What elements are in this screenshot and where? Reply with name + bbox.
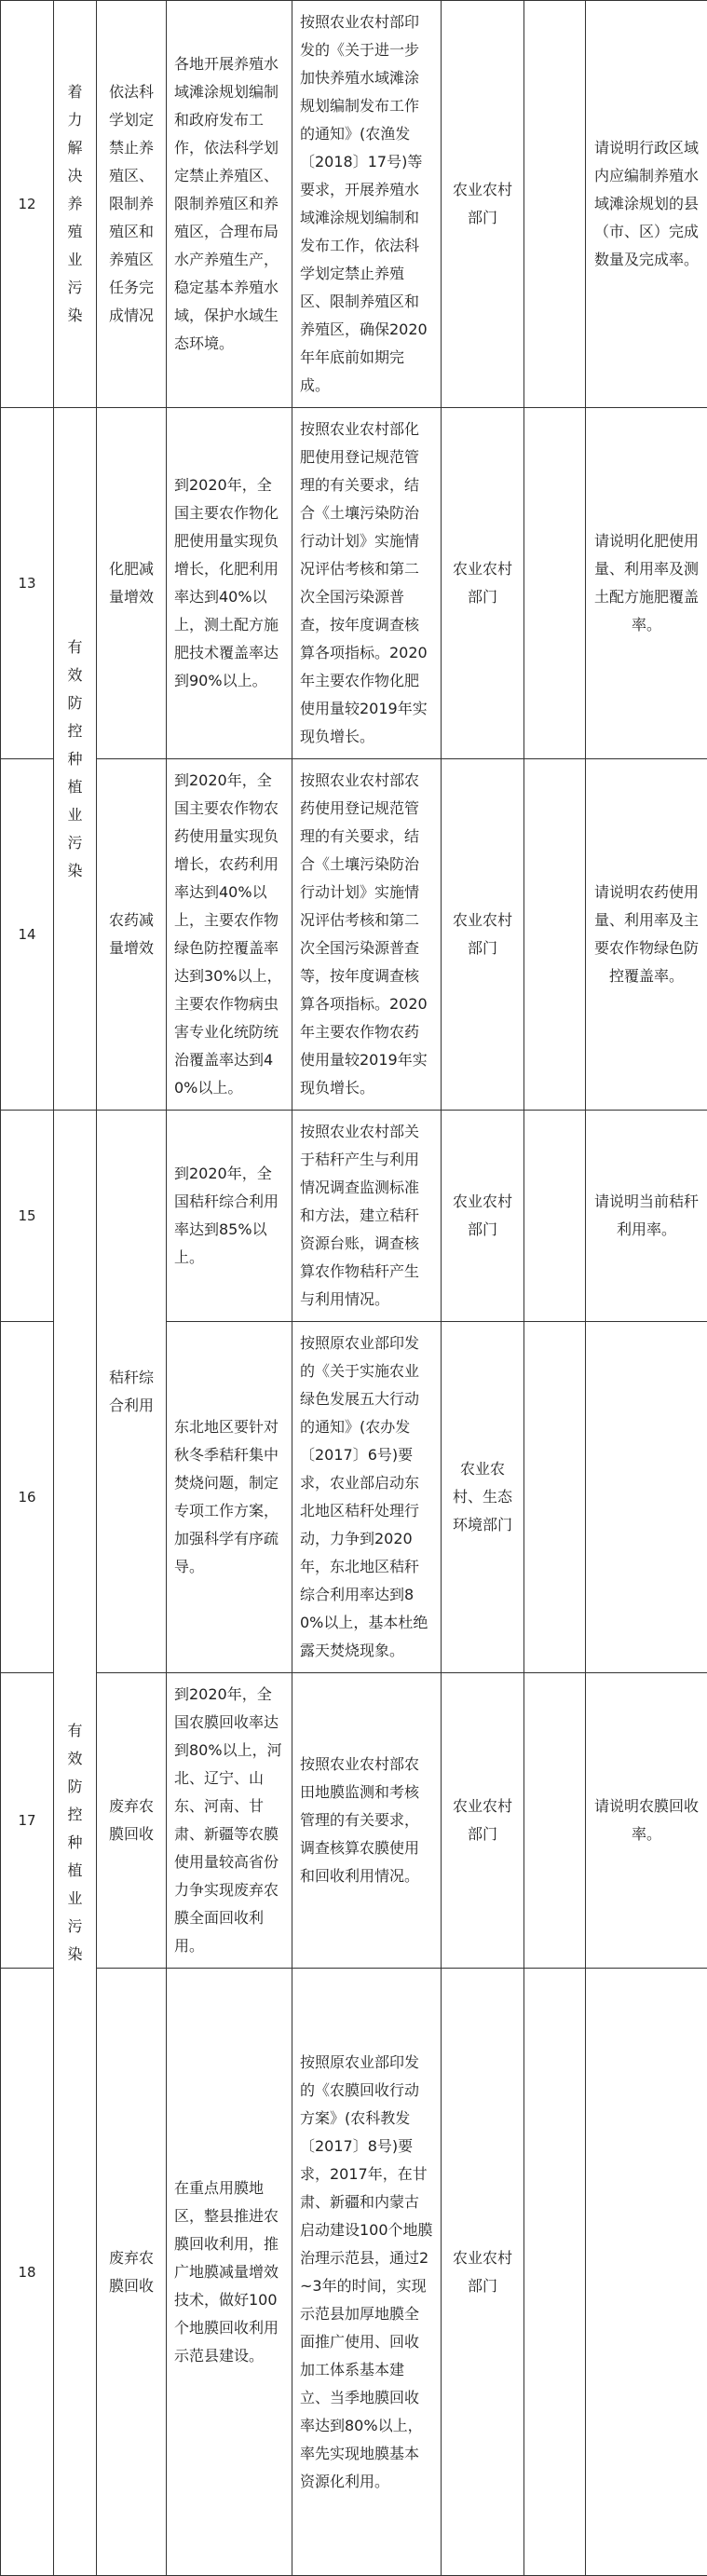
method-cell: 按照原农业部印发的《农膜回收行动方案》(农科教发〔2017〕8号)要求，2017年，在甘肃、新疆和内蒙古启动建设100个地膜治理示范县，通过2~3年的时间，实现示范县加厚地膜全面推广使用、回收加工体系基本建立、当季地膜回收率达到80%以上，率先实现地膜基本资源化利用。 [292, 1969, 442, 2576]
target-cell: 到2020年，全国主要农作物化肥使用量实现负增长，化肥利用率达到40%以上，测土配方施肥技术覆盖率达到90%以上。 [167, 408, 292, 759]
method-cell: 按照农业农村部化肥使用登记规范管理的有关要求，结合《土壤污染防治行动计划》实施情况评估考核和第二次全国污染源普查，按年度调查核算各项指标。2020年主要农作物化肥使用量较2019年实现负增长。 [292, 408, 442, 759]
note-cell: 请说明行政区域内应编制养殖水域滩涂规划的县（市、区）完成数量及完成率。 [586, 1, 707, 408]
category-cell: 着力解决养殖业污染 [54, 1, 97, 408]
department-cell: 农业农村、生态环境部门 [442, 1322, 524, 1673]
row-number: 17 [1, 1673, 54, 1969]
note-cell [586, 1969, 707, 2576]
category-cell: 有效防控种植业污染 [54, 408, 97, 1111]
empty-cell [524, 1673, 586, 1969]
department-cell: 农业农村部门 [442, 408, 524, 759]
method-cell: 按照农业农村部关于秸秆产生与利用情况调查监测标准和方法，建立秸秆资源台账，调查核算农作物秸秆产生与利用情况。 [292, 1111, 442, 1322]
target-cell: 各地开展养殖水域滩涂规划编制和政府发布工作，依法科学划定禁止养殖区、限制养殖区和养殖区，合理布局水产养殖生产，稳定基本养殖水域，保护水域生态环境。 [167, 1, 292, 408]
table-row [1, 1673, 707, 1969]
target-cell: 在重点用膜地区，整县推进农膜回收利用，推广地膜减量增效技术，做好100个地膜回收利用示范县建设。 [167, 1969, 292, 2576]
target-cell: 东北地区要针对秋冬季秸秆集中焚烧问题，制定专项工作方案，加强科学有序疏导。 [167, 1322, 292, 1673]
target-cell: 到2020年，全国秸秆综合利用率达到85%以上。 [167, 1111, 292, 1322]
note-cell: 请说明化肥使用量、利用率及测土配方施肥覆盖率。 [586, 408, 707, 759]
category-cell: 有效防控种植业污染 [54, 1111, 97, 2576]
department-cell: 农业农村部门 [442, 1969, 524, 2576]
note-cell: 请说明农药使用量、利用率及主要农作物绿色防控覆盖率。 [586, 759, 707, 1111]
row-number: 15 [1, 1111, 54, 1322]
method-cell: 按照农业农村部农田地膜监测和考核管理的有关要求，调查核算农膜使用和回收利用情况。 [292, 1673, 442, 1969]
row-number: 12 [1, 1, 54, 408]
empty-cell [524, 1322, 586, 1673]
target-cell: 到2020年，全国农膜回收率达到80%以上，河北、辽宁、山东、河南、甘肃、新疆等农膜使用量较高省份力争实现废弃农膜全面回收利用。 [167, 1673, 292, 1969]
note-cell: 请说明当前秸秆利用率。 [586, 1111, 707, 1322]
method-cell: 按照农业农村部印发的《关于进一步加快养殖水域滩涂规划编制发布工作的通知》(农渔发〔2018〕17号)等要求，开展养殖水域滩涂规划编制和发布工作，依法科学划定禁止养殖区、限制养殖区和养殖区，确保2020年年底前如期完成。 [292, 1, 442, 408]
department-cell: 农业农村部门 [442, 1111, 524, 1322]
empty-cell [524, 1969, 586, 2576]
department-cell: 农业农村部门 [442, 759, 524, 1111]
department-cell: 农业农村部门 [442, 1673, 524, 1969]
item-cell: 化肥减量增效 [97, 408, 167, 759]
department-cell: 农业农村部门 [442, 1, 524, 408]
table-row [1, 1969, 707, 2576]
table-row [1, 408, 707, 759]
empty-cell [524, 759, 586, 1111]
empty-cell [524, 1111, 586, 1322]
method-cell: 按照原农业部印发的《关于实施农业绿色发展五大行动的通知》(农办发〔2017〕6号)要求，农业部启动东北地区秸秆处理行动，力争到2020年，东北地区秸秆综合利用率达到80%以上，基本杜绝露天焚烧现象。 [292, 1322, 442, 1673]
row-number: 14 [1, 759, 54, 1111]
table-row [1, 1, 707, 408]
row-number: 13 [1, 408, 54, 759]
row-number: 18 [1, 1969, 54, 2576]
item-cell: 依法科学划定禁止养殖区、限制养殖区和养殖区任务完成情况 [97, 1, 167, 408]
note-cell [586, 1322, 707, 1673]
empty-cell [524, 1, 586, 408]
table-row [1, 759, 707, 1111]
item-cell: 废弃农膜回收 [97, 1673, 167, 1969]
row-number: 16 [1, 1322, 54, 1673]
item-cell: 废弃农膜回收 [97, 1969, 167, 2576]
empty-cell [524, 408, 586, 759]
item-cell: 农药减量增效 [97, 759, 167, 1111]
item-cell: 秸秆综合利用 [97, 1111, 167, 1673]
note-cell: 请说明农膜回收率。 [586, 1673, 707, 1969]
table-row [1, 1111, 707, 1322]
method-cell: 按照农业农村部农药使用登记规范管理的有关要求，结合《土壤污染防治行动计划》实施情况评估考核和第二次全国污染源普查等，按年度调查核算各项指标。2020年主要农作物农药使用量较2019年实现负增长。 [292, 759, 442, 1111]
target-cell: 到2020年，全国主要农作物农药使用量实现负增长，农药利用率达到40%以上，主要农作物绿色防控覆盖率达到30%以上，主要农作物病虫害专业化统防统治覆盖率达到40%以上。 [167, 759, 292, 1111]
